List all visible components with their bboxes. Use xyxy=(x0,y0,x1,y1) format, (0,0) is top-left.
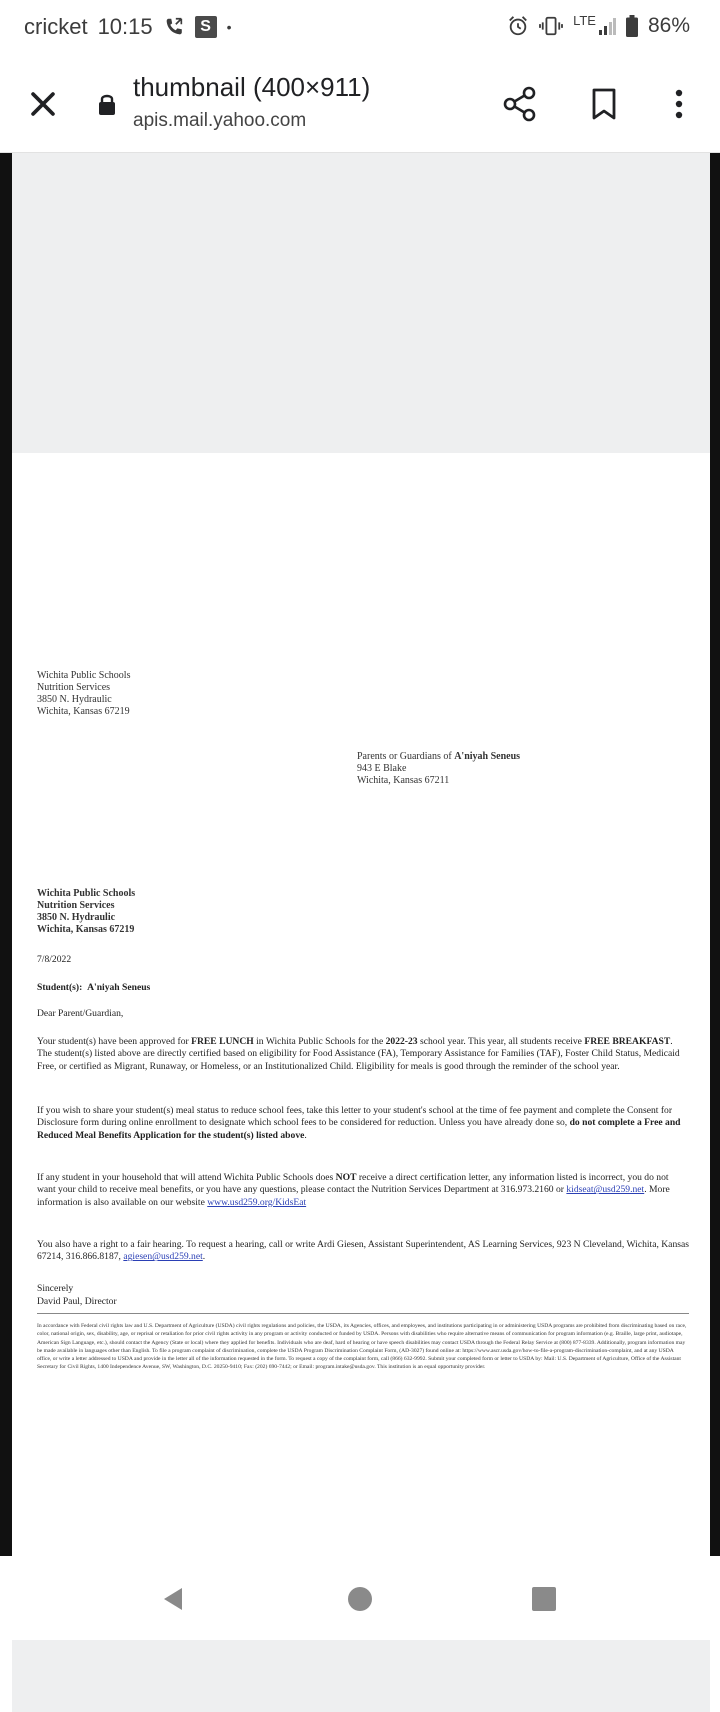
recipient-line: Wichita, Kansas 67211 xyxy=(357,775,450,786)
text-span: Your student(s) have been approved for xyxy=(37,1036,192,1047)
letter-page xyxy=(12,453,710,1563)
paragraph-hearing xyxy=(37,1239,689,1264)
recents-icon[interactable] xyxy=(529,1584,559,1614)
school-year-text: 2022-23 xyxy=(385,1036,418,1047)
letterhead xyxy=(37,888,135,936)
letterhead-line: Nutrition Services xyxy=(37,900,115,911)
back-icon[interactable] xyxy=(158,1584,188,1614)
battery-icon xyxy=(626,15,638,37)
text-span: . xyxy=(202,1251,206,1263)
recipient-line: 943 E Blake xyxy=(357,763,407,774)
carrier-label: cricket xyxy=(24,14,88,39)
page-title: thumbnail (400×911) xyxy=(133,72,371,102)
battery-percent: 86% xyxy=(647,14,690,37)
recipient-line xyxy=(357,751,520,763)
sender-address xyxy=(37,670,130,718)
free-lunch-text: FREE LUNCH xyxy=(191,1036,254,1047)
text-span: If you wish to share your student(s) meal status to reduce school fees, take this letter to your student's school at the time of fee payment and complete the Consent for Disclosure form during online enrollment to designate which school fees to be considered for reduction. Unless you have already done so, xyxy=(37,1105,673,1129)
page-url: apis.mail.yahoo.com xyxy=(133,110,307,131)
paragraph-fees xyxy=(37,1105,689,1142)
text-span: . xyxy=(304,1129,307,1141)
kidseat-website-link[interactable]: www.usd259.org/KidsEat xyxy=(207,1196,307,1208)
share-icon[interactable] xyxy=(500,84,540,124)
close-icon[interactable] xyxy=(26,87,60,121)
paragraph-contact xyxy=(37,1172,689,1209)
paragraph-approval xyxy=(37,1036,689,1073)
image-margin-top xyxy=(12,153,710,453)
letterhead-line: Wichita, Kansas 67219 xyxy=(37,924,135,935)
signal-group xyxy=(573,13,616,35)
sender-line: 3850 N. Hydraulic xyxy=(37,694,112,705)
status-left xyxy=(24,14,232,40)
text-span: . The student(s) listed above are directly certified based on eligibility for Food Assistance (FA), Temporary Assistance for Families (TAF), Foster Child Status, Medicaid Free, or certified as Migrant, Runaway, or Homeless, or an Institutionalized Child. Eligibility for meals is good through the reminder of the school year. xyxy=(37,1036,680,1072)
clock: 10:15 xyxy=(97,14,153,39)
custom-tab-toolbar xyxy=(0,54,720,153)
letterhead-line: Wichita Public Schools xyxy=(37,888,136,899)
status-right xyxy=(507,14,690,38)
sender-line: Wichita Public Schools xyxy=(37,670,131,681)
agiesen-email-link[interactable]: agiesen@usd259.net xyxy=(123,1251,203,1263)
system-nav-bar xyxy=(0,1556,720,1640)
text-span: You also have a right to a fair hearing. To request a hearing, call or write Ardi Giesen, Assistant Superintendent, AS Learning Services, 923 N Cleveland, Wichita, Kansas 67214, 316.866.8187, xyxy=(37,1239,689,1263)
sender-line: Wichita, Kansas 67219 xyxy=(37,706,130,717)
closing: Sincerely xyxy=(37,1283,74,1294)
text-span: . More information is also available on our website xyxy=(37,1184,670,1208)
more-vert-icon[interactable] xyxy=(659,84,699,124)
text-span: If any student in your household that will attend Wichita Public Schools does xyxy=(37,1172,336,1183)
recipient-address xyxy=(357,751,520,787)
free-breakfast-text: FREE BREAKFAST xyxy=(584,1036,671,1047)
image-viewer[interactable] xyxy=(0,153,720,1556)
student-label: Student(s): xyxy=(37,982,83,993)
do-not-complete-text: do not complete a Free and Reduced Meal Benefits Application for the student(s) listed above xyxy=(37,1117,681,1141)
student-line xyxy=(37,982,689,994)
signal-icon xyxy=(598,17,616,35)
student-name: A'niyah Seneus xyxy=(87,982,151,993)
text-span: receive a direct certification letter, any information listed is incorrect, you do not want your child to receive meal benefits, or you have any questions, please contact the Nutrition Services Department at 316.973.2160 or xyxy=(37,1172,669,1196)
bookmark-icon[interactable] xyxy=(584,84,624,124)
alarm-icon xyxy=(507,15,529,37)
recipient-name: A'niyah Seneus xyxy=(454,751,521,762)
nondiscrimination-statement: In accordance with Federal civil rights law and U.S. Department of Agriculture (USDA) civil rights regulations and policies, the USDA, its Agencies, offices, and employees, and institutions participating in or administering USDA programs are prohibited from discriminating based on race, color, national origin, sex, disability, age, or reprisal or retaliation for prior civil rights activity in any program or activity conducted or funded by USDA. Persons with disabilities who require alternative means of communication for program information (e.g. Braille, large print, audiotape, American Sign Language, etc.), should contact the Agency (State or local) where they applied for benefits. Individuals who are deaf, hard of hearing or have speech disabilities may contact USDA through the Federal Relay Service at (800) 877-8339. Additionally, program information may be made available in languages other than English. To file a program complaint of discrimination, complete the USDA Program Discrimination Complaint Form, (AD-3027) found online at: https://www.ascr.usda.gov/how-to-file-a-program-discrimination-complaint, and at any USDA office, or write a letter addressed to USDA and provide in the letter all of the information requested in the form. To request a copy of the complaint form, call (866) 632-9992. Submit your completed form or letter to USDA by: Mail: U.S. Department of Agriculture, Office of the Assistant Secretary for Civil Rights, 1400 Independence Avenue, SW, Washington, D.C. 20250-9410; Fax: (202) 690-7442; or Email: program.intake@usda.gov. This institution is an equal opportunity provider. xyxy=(37,1313,689,1372)
text-span: school year. This year, all students receive xyxy=(417,1036,585,1047)
sender-line: Nutrition Services xyxy=(37,682,111,693)
kidseat-email-link[interactable]: kidseat@usd259.net xyxy=(566,1184,645,1196)
recipient-prefix: Parents or Guardians of xyxy=(357,751,455,762)
vibrate-icon xyxy=(539,15,563,37)
status-bar xyxy=(0,0,720,54)
letterhead-line: 3850 N. Hydraulic xyxy=(37,912,116,923)
letter-date: 7/8/2022 xyxy=(37,954,72,965)
home-icon[interactable] xyxy=(345,1584,375,1614)
s-app-icon: S xyxy=(195,16,217,38)
lock-icon xyxy=(97,92,117,116)
network-type: LTE xyxy=(573,13,596,28)
salutation: Dear Parent/Guardian, xyxy=(37,1008,124,1019)
notification-dot: • xyxy=(226,19,232,35)
signer: David Paul, Director xyxy=(37,1296,117,1307)
not-text: NOT xyxy=(335,1172,357,1183)
text-span: in Wichita Public Schools for the xyxy=(253,1036,386,1047)
wifi-calling-icon xyxy=(163,16,185,38)
